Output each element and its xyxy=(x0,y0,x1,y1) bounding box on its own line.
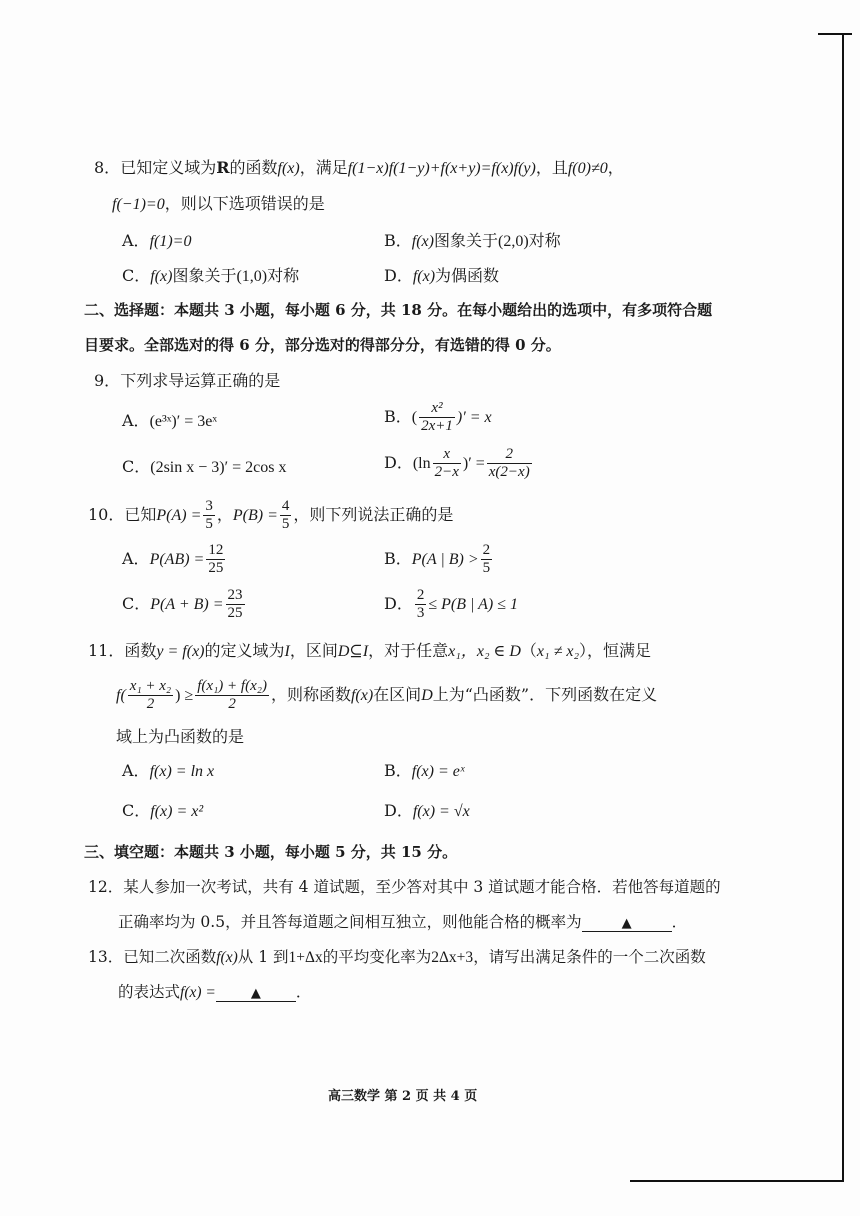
q11-a-math: f(x) = ln x xyxy=(149,763,215,780)
q10-pb-denominator: 5 xyxy=(281,516,290,532)
q11-line1-m2: D⊆I xyxy=(337,643,369,660)
q10-pb-numerator: 4 xyxy=(281,498,290,514)
q10-a-numerator: 12 xyxy=(208,542,224,558)
q8-option-a xyxy=(122,233,191,250)
q9-d-rhs-denominator: x(2−x) xyxy=(488,464,530,480)
q11-d-math: f(x) = √x xyxy=(412,803,470,820)
q12-answer-blank[interactable] xyxy=(582,917,672,932)
q12-line2 xyxy=(118,915,687,932)
q11-line2 xyxy=(116,678,657,713)
q10-b-label: B． xyxy=(384,549,412,568)
q11-line2-f: f( xyxy=(116,687,126,704)
q13-line2-fx: f(x) = xyxy=(180,984,216,1001)
q10-a-denominator: 25 xyxy=(208,560,224,576)
q11-c-label: C． xyxy=(122,801,151,820)
section2-line2: 目要求。全部选对的得 6 分，部分选对的得部分分，有选错的得 0 分。 xyxy=(84,336,561,354)
q8-c-math: f(x) xyxy=(150,268,173,285)
q9-d-denominator: 2−x xyxy=(434,464,459,480)
q13-line1-c: 的平均变化率为 xyxy=(322,948,432,966)
q10-pa-denominator: 5 xyxy=(205,516,213,532)
q9-d-numerator: x xyxy=(443,446,451,462)
q12-line1-text: 某人参加一次考试，共有 4 道试题，至少答对其中 3 道试题才能合格．若他答每道题的 xyxy=(123,878,721,896)
q8-condition: f(0)≠0 xyxy=(567,160,608,177)
q10-stem xyxy=(88,498,453,533)
q9-b-denominator: 2x+1 xyxy=(421,418,453,434)
q8-b-label: B． xyxy=(384,231,412,250)
q9-c-math: (2sin x − 3)′ = 2cos x xyxy=(150,459,287,476)
q10-option-d xyxy=(384,587,518,622)
q8-line2 xyxy=(112,196,325,213)
q9-d-label: D． xyxy=(384,453,413,472)
q8-d-text: 为偶函数 xyxy=(435,266,500,285)
q11-line2-denominator2: 2 xyxy=(195,695,269,713)
scan-edge-right xyxy=(842,33,844,1181)
q8-d-math: f(x) xyxy=(412,268,436,285)
q10-d-rhs: ≤ P(B | A) ≤ 1 xyxy=(428,596,518,613)
q10-sep: ， xyxy=(216,505,233,524)
q8-stem-R: R xyxy=(216,158,230,177)
q8-option-c xyxy=(122,268,299,285)
q13-m1: 1+Δx xyxy=(288,949,323,966)
q11-line2-numerator1: x₁ + x₂ xyxy=(129,678,172,694)
q13-m2: 2Δx+3 xyxy=(431,949,474,966)
q10-c-fraction xyxy=(226,587,245,622)
q11-line1-I: I xyxy=(284,643,290,660)
q13-line1-a: 已知二次函数 xyxy=(123,948,217,966)
q11-option-a xyxy=(122,763,214,780)
q11-line1-d: ，对于任意 xyxy=(368,641,449,660)
q11-line2-D: D xyxy=(421,687,433,704)
q11-line2-b: 在区间 xyxy=(373,685,422,704)
q11-d-label: D． xyxy=(384,801,413,820)
q10-b-lhs: P(A | B) > xyxy=(411,551,479,568)
q11-line1-m3: x₁，x₂ ∈ D xyxy=(448,643,521,660)
page-footer: 高三数学 第 2 页 共 4 页 xyxy=(328,1089,478,1104)
q11-option-b xyxy=(384,763,464,780)
q8-line1 xyxy=(94,160,624,177)
q11-line2-a: ，则称函数 xyxy=(270,685,351,704)
q9-b-lparen: ( xyxy=(411,409,418,426)
q13-line1-d: ，请写出满足条件的一个二次函数 xyxy=(473,948,706,966)
q11-number: 11． xyxy=(88,641,125,660)
q10-d-fraction xyxy=(415,587,427,622)
q9-option-a xyxy=(122,413,217,430)
q13-fx: f(x) xyxy=(216,949,238,966)
q8-c-text1: 图象关于 xyxy=(172,266,237,285)
q13-line2-a: 的表达式 xyxy=(118,983,181,1001)
scan-edge-bottom xyxy=(630,1180,844,1182)
q9-stem-text: 下列求导运算正确的是 xyxy=(120,371,281,390)
q11-b-math: f(x) = eˣ xyxy=(411,763,465,780)
q10-number: 10． xyxy=(88,505,125,524)
q13-blank-marker: ▲ xyxy=(250,986,261,1001)
q8-line2-math: f(−1)=0 xyxy=(112,196,165,213)
q10-option-c xyxy=(122,587,247,622)
q8-line2-text: ，则以下选项错误的是 xyxy=(164,194,325,213)
q11-line2-numerator2: f(x₁) + f(x₂) xyxy=(197,678,267,694)
q10-c-numerator: 23 xyxy=(227,587,243,603)
q10-b-numerator: 2 xyxy=(482,542,491,558)
q8-option-d xyxy=(384,268,499,285)
q8-stem-b: 的函数 xyxy=(229,158,278,177)
q11-line2-denominator1: 2 xyxy=(128,695,173,713)
q8-b-text2: 对称 xyxy=(528,231,561,250)
q10-c-denominator: 25 xyxy=(227,605,243,621)
q10-b-fraction xyxy=(481,542,493,577)
q10-stem-b: ，则下列说法正确的是 xyxy=(293,505,454,524)
q9-option-c xyxy=(122,459,286,476)
q10-d-denominator: 3 xyxy=(416,605,425,621)
scan-edge-top xyxy=(818,33,852,35)
q11-c-math: f(x) = x² xyxy=(150,803,204,820)
q9-option-b xyxy=(384,400,492,435)
q10-option-b xyxy=(384,542,494,577)
q9-b-numerator: x² xyxy=(431,400,443,416)
q9-d-lhs: (ln xyxy=(412,455,431,472)
q8-equation: f(1−x)f(1−y)+f(x+y)=f(x)f(y) xyxy=(347,160,536,177)
q8-number: 8． xyxy=(94,158,121,177)
q8-c-point: (1,0) xyxy=(236,268,268,285)
q11-b-label: B． xyxy=(384,761,412,780)
q9-option-d xyxy=(384,446,534,481)
q11-option-c xyxy=(122,803,203,820)
q9-b-fraction xyxy=(419,400,455,435)
q13-line2 xyxy=(118,985,311,1002)
q10-c-lhs: P(A + B) = xyxy=(150,596,224,613)
q11-line1-f: ），恒满足 xyxy=(579,641,652,660)
q13-line1 xyxy=(88,950,706,966)
q10-pb-fraction xyxy=(280,498,292,533)
q11-line1-m1: y = f(x) xyxy=(156,643,205,660)
q9-a-math: (e³ˣ)′ = 3eˣ xyxy=(149,413,217,430)
q12-end: ． xyxy=(671,913,688,931)
q9-d-mid: )′ = xyxy=(462,455,485,472)
q10-pa-fraction xyxy=(203,498,215,533)
q8-stem-a: 已知定义域为 xyxy=(120,158,217,177)
q8-option-b xyxy=(384,233,561,250)
q8-comma: ， xyxy=(607,158,624,177)
q9-a-label: A． xyxy=(122,411,150,430)
q11-line2-c: 上为“凸函数”．下列函数在定义 xyxy=(432,685,658,704)
q8-a-math: f(1)=0 xyxy=(149,233,192,250)
q11-option-d xyxy=(384,803,470,820)
q9-b-label: B． xyxy=(384,407,412,426)
q11-line1-m4: x₁ ≠ x₂ xyxy=(536,643,580,660)
q13-end: ． xyxy=(295,983,312,1001)
section2-line1: 二、选择题：本题共 3 小题，每小题 6 分，共 18 分。在每小题给出的选项中，有多项符合题 xyxy=(84,301,713,319)
q10-a-fraction xyxy=(206,542,225,577)
q11-line2-fraction1 xyxy=(128,678,173,713)
section3-heading: 三、填空题：本题共 3 小题，每小题 5 分，共 15 分。 xyxy=(84,843,458,861)
q12-line1 xyxy=(88,880,721,896)
q8-b-math: f(x) xyxy=(411,233,434,250)
q10-pa-numerator: 3 xyxy=(205,498,213,514)
q11-line2-fraction2 xyxy=(195,678,269,713)
q9-b-rhs: )′ = x xyxy=(456,409,492,426)
q10-option-a xyxy=(122,542,227,577)
q11-line1-e: （ xyxy=(520,641,537,660)
q9-d-rhs-fraction xyxy=(487,446,532,481)
q11-line2-fx: f(x) xyxy=(350,687,374,704)
q9-number: 9． xyxy=(94,371,121,390)
q11-line1-b: 的定义域为 xyxy=(204,641,285,660)
q10-a-lhs: P(AB) = xyxy=(149,551,205,568)
q10-d-label: D． xyxy=(384,594,413,613)
q11-line1-c: ，区间 xyxy=(289,641,338,660)
q10-c-label: C． xyxy=(122,594,151,613)
q13-line1-b: 从 1 到 xyxy=(237,948,289,966)
q10-d-numerator: 2 xyxy=(416,587,425,603)
q11-line3: 域上为凸函数的是 xyxy=(116,727,245,746)
q11-line2-geq: ) ≥ xyxy=(175,687,194,704)
q9-stem xyxy=(94,373,280,389)
q8-c-text2: 对称 xyxy=(267,266,300,285)
q11-a-label: A． xyxy=(122,761,150,780)
q11-line1-a: 函数 xyxy=(124,641,157,660)
q8-c-label: C． xyxy=(122,266,151,285)
q8-b-text1: 图象关于 xyxy=(433,231,498,250)
q10-b-denominator: 5 xyxy=(482,560,491,576)
q12-blank-marker: ▲ xyxy=(621,916,632,931)
q8-b-point: (2,0) xyxy=(497,233,529,250)
q11-line1 xyxy=(88,643,651,660)
q10-a-label: A． xyxy=(122,549,150,568)
q8-stem-c: ，满足 xyxy=(299,158,348,177)
q8-stem-d: ，且 xyxy=(535,158,568,177)
q12-line2-text: 正确率均为 0.5，并且答每道题之间相互独立，则他能合格的概率为 xyxy=(118,913,582,931)
q10-pb: P(B) = xyxy=(232,507,278,524)
q9-d-rhs-numerator: 2 xyxy=(505,446,513,462)
q10-stem-a: 已知 xyxy=(124,505,157,524)
q13-number: 13． xyxy=(88,948,124,966)
q10-pa: P(A) = xyxy=(156,507,202,524)
q8-a-label: A． xyxy=(122,231,150,250)
q8-d-label: D． xyxy=(384,266,413,285)
q9-c-label: C． xyxy=(122,457,151,476)
q13-answer-blank[interactable] xyxy=(216,987,296,1002)
q9-d-fraction xyxy=(433,446,461,481)
q12-number: 12． xyxy=(88,878,124,896)
q8-fx: f(x) xyxy=(277,160,300,177)
